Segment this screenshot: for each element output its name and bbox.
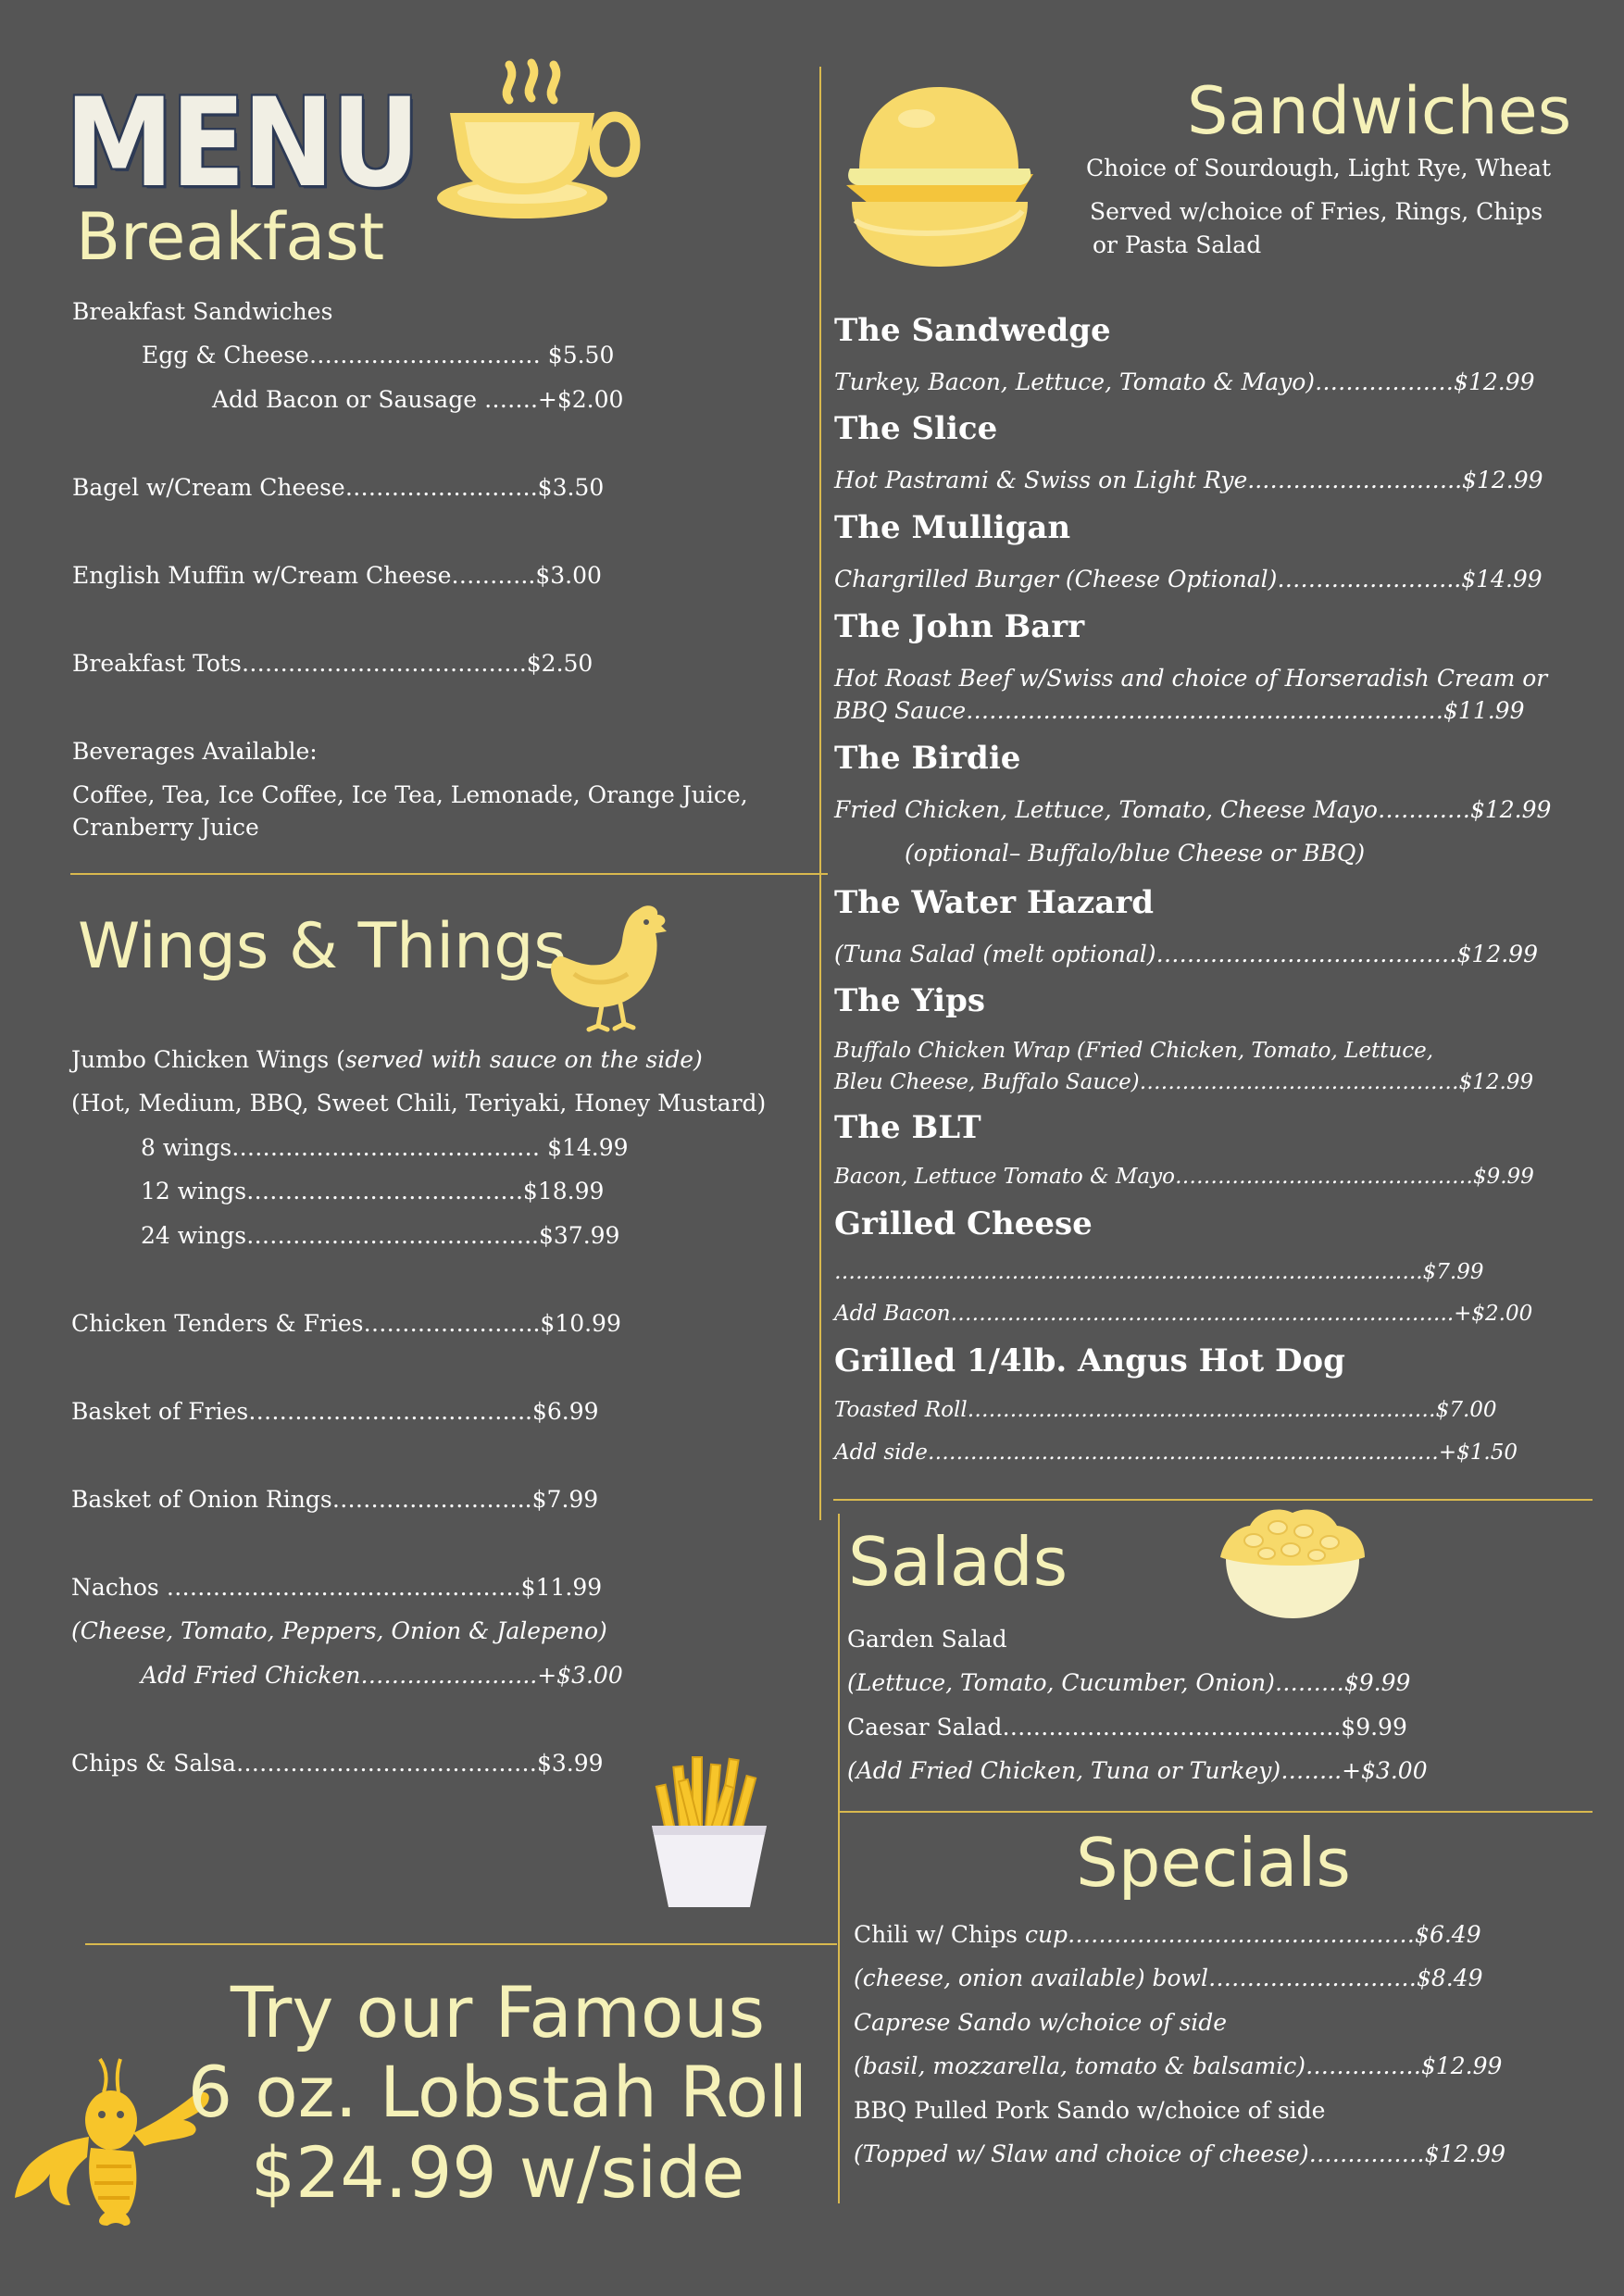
chicken-icon <box>546 900 676 1034</box>
fries-icon <box>635 1748 783 1915</box>
sandwich-desc: Buffalo Chicken Wrap (Fried Chicken, Tomato, Lettuce, <box>834 1039 1434 1063</box>
sandwich-name: The Water Hazard <box>834 884 1155 921</box>
caprese-description: (basil, mozzarella, tomato & balsamic)……………$12.99 <box>854 2053 1503 2079</box>
specials-title: Specials <box>1076 1824 1351 1902</box>
center-divider-top <box>819 67 821 1520</box>
onion-rings-item: Basket of Onion Rings……………………..$7.99 <box>71 1486 599 1513</box>
jumbo-wings-label: Jumbo Chicken Wings ( <box>71 1046 345 1073</box>
chili-cup-price: cup………………………………………$6.49 <box>1024 1921 1481 1948</box>
menu-logo: MENU <box>65 70 418 215</box>
bbq-pork-item: BBQ Pulled Pork Sando w/choice of side <box>854 2097 1326 2124</box>
wings-12-item: 12 wings………………………..…….$18.99 <box>141 1178 605 1204</box>
tots-item: Breakfast Tots……………………………….$2.50 <box>72 650 593 677</box>
sandwich-desc: Hot Roast Beef w/Swiss and choice of Horseradish Cream or <box>834 665 1548 692</box>
caprese-item: Caprese Sando w/choice of side <box>854 2009 1228 2036</box>
chili-item <box>854 1921 1481 1949</box>
chips-salsa-item: Chips & Salsa…………………………………$3.99 <box>71 1750 604 1777</box>
chili-bowl-item: (cheese, onion available) bowl………………………$8.49 <box>854 1965 1483 1991</box>
wings-title: Wings & Things <box>78 910 567 983</box>
salads-specials-divider <box>838 1811 1593 1813</box>
promo-line1: Try our Famous <box>230 1971 766 2053</box>
salad-add-protein: (Add Fried Chicken, Tuna or Turkey)……..+$3.00 <box>847 1757 1428 1784</box>
sandwich-desc: Turkey, Bacon, Lettuce, Tomato & Mayo)………………$12.99 <box>834 368 1535 395</box>
sandwich-desc: Fried Chicken, Lettuce, Tomato, Cheese Mayo…………$12.99 <box>834 796 1552 823</box>
sandwich-name: The Mulligan <box>834 509 1071 546</box>
beverages-header: Beverages Available: <box>72 738 318 765</box>
sandwich-desc-2: (optional– Buffalo/blue Cheese or BBQ) <box>905 840 1366 867</box>
coffee-cup-icon <box>433 44 641 230</box>
jumbo-wings-item <box>71 1046 703 1074</box>
sandwiches-title: Sandwiches <box>1187 73 1572 149</box>
burger-icon <box>837 81 1043 274</box>
garden-salad-description: (Lettuce, Tomato, Cucumber, Onion)………$9.99 <box>847 1669 1411 1696</box>
sandwich-desc: (Tuna Salad (melt optional)…………………………………$12.99 <box>834 941 1538 967</box>
salads-title: Salads <box>848 1523 1068 1601</box>
sandwich-sides-line1: Served w/choice of Fries, Rings, Chips <box>1090 198 1543 225</box>
sandwich-desc: Toasted Roll…………………………………………………………$7.00 <box>834 1398 1497 1422</box>
add-bacon-item: Add Bacon or Sausage …….+$2.00 <box>212 386 624 413</box>
sandwich-name: The John Barr <box>834 608 1085 645</box>
sandwich-name: Grilled Cheese <box>834 1205 1093 1242</box>
breakfast-title: Breakfast <box>76 199 385 275</box>
chili-label: Chili w/ Chips <box>854 1921 1025 1948</box>
bagel-item: Bagel w/Cream Cheese…………………….$3.50 <box>72 474 605 501</box>
promo-line3: $24.99 w/side <box>250 2131 745 2214</box>
sandwich-desc-2: Bleu Cheese, Buffalo Sauce)………………………………………$12.99 <box>834 1070 1534 1094</box>
sandwich-desc-2: BBQ Sauce……………………..………………………………$11.99 <box>834 697 1525 724</box>
egg-cheese-item: Egg & Cheese………………………… $5.50 <box>142 342 615 368</box>
sandwich-name: Grilled 1/4lb. Angus Hot Dog <box>834 1342 1345 1379</box>
sandwich-desc: Chargrilled Burger (Cheese Optional)……….…………..$14.99 <box>834 566 1543 593</box>
sandwich-bread-choice: Choice of Sourdough, Light Rye, Wheat <box>1086 155 1552 181</box>
tenders-item: Chicken Tenders & Fries…………………..$10.99 <box>71 1310 621 1337</box>
wings-8-item: 8 wings…….…………………………… $14.99 <box>141 1134 629 1161</box>
wings-24-item: 24 wings………………………………..$37.99 <box>141 1222 620 1249</box>
sandwich-name: The Yips <box>834 982 985 1019</box>
nachos-item: Nachos ……………………………………….$11.99 <box>71 1574 603 1601</box>
wing-flavors: (Hot, Medium, BBQ, Sweet Chili, Teriyaki, Honey Mustard) <box>71 1090 767 1117</box>
sandwich-desc-2: Add Bacon……………………………………………………………..+$2.00 <box>834 1302 1533 1326</box>
muffin-item: English Muffin w/Cream Cheese………..$3.00 <box>72 562 602 589</box>
breakfast-wings-divider <box>70 873 828 875</box>
sandwich-desc-2: Add side………………………………………………………………+$1.50 <box>834 1441 1518 1465</box>
sandwich-salads-divider <box>833 1499 1593 1501</box>
wings-promo-divider <box>85 1943 837 1945</box>
breakfast-sandwiches-header: Breakfast Sandwiches <box>72 298 333 325</box>
sandwich-desc: Bacon, Lettuce Tomato & Mayo……………………………………$9.99 <box>834 1165 1534 1189</box>
garden-salad-item: Garden Salad <box>847 1626 1007 1653</box>
caesar-salad-item: Caesar Salad……………………………………..$9.99 <box>847 1714 1407 1741</box>
sandwich-desc: Hot Pastrami & Swiss on Light Rye..……………………..$12.99 <box>834 467 1543 493</box>
sandwich-desc: ………………………………………………………………………..$7.99 <box>834 1260 1484 1284</box>
sandwich-name: The Sandwedge <box>834 312 1111 349</box>
beverages-line2: Cranberry Juice <box>72 814 259 841</box>
fries-item: Basket of Fries……………………..………..$6.99 <box>71 1398 599 1425</box>
bbq-pork-description: (Topped w/ Slaw and choice of cheese)……………$12.99 <box>854 2140 1506 2167</box>
sandwich-sides-line2: or Pasta Salad <box>1093 231 1262 258</box>
sandwich-name: The BLT <box>834 1109 981 1146</box>
beverages-line1: Coffee, Tea, Ice Coffee, Ice Tea, Lemonade, Orange Juice, <box>72 781 748 808</box>
add-chicken-item: Add Fried Chicken…………………..+$3.00 <box>141 1662 623 1689</box>
sandwich-name: The Slice <box>834 410 998 447</box>
sandwich-name: The Birdie <box>834 740 1021 777</box>
nachos-description: (Cheese, Tomato, Peppers, Onion & Jalepeno) <box>71 1617 607 1644</box>
mac-cheese-icon <box>1213 1504 1372 1622</box>
jumbo-wings-note: served with sauce on the side) <box>344 1046 703 1073</box>
promo-line2: 6 oz. Lobstah Roll <box>187 2051 808 2133</box>
